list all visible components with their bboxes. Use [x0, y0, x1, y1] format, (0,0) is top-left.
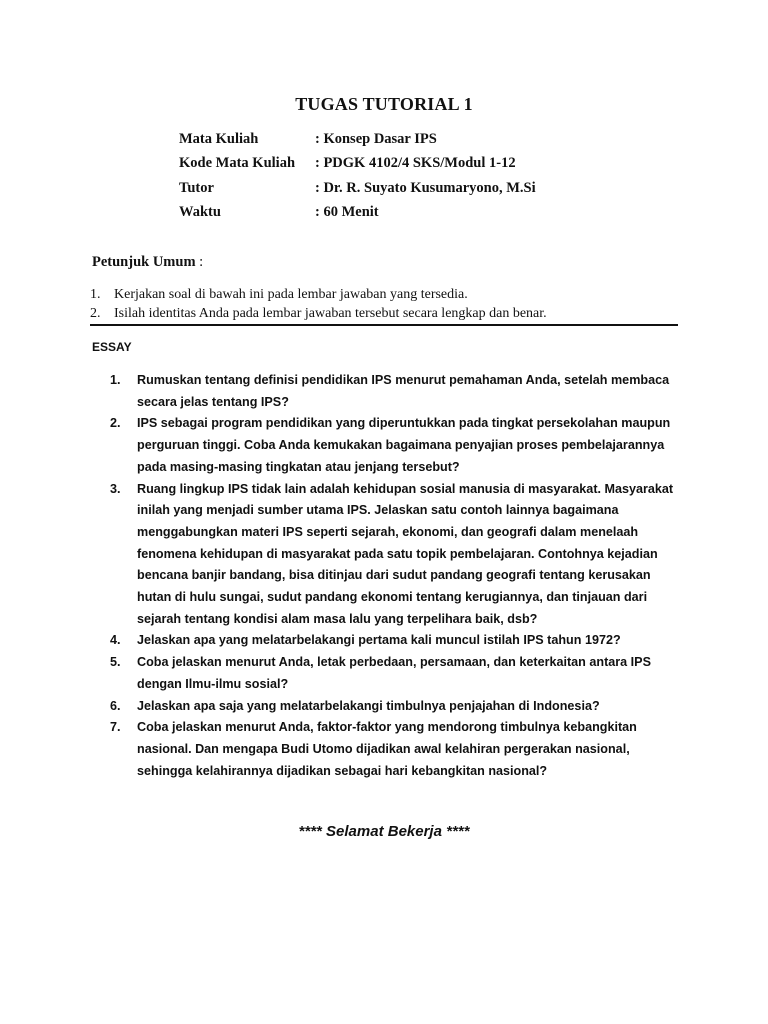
instruction-number: 1. [90, 286, 101, 302]
question-number: 3. [110, 481, 121, 496]
instructions-heading-text: Petunjuk Umum [92, 254, 196, 270]
essay-question [110, 652, 685, 695]
course-info-row [179, 127, 536, 152]
essay-question [110, 717, 685, 782]
question-number: 4. [110, 633, 121, 648]
instructions-heading [92, 254, 203, 271]
document-title: TUGAS TUTORIAL 1 [295, 94, 473, 114]
essay-heading: ESSAY [92, 340, 132, 354]
course-info-row [179, 201, 536, 226]
question-text: Ruang lingkup IPS tidak lain adalah kehidupan sosial manusia di masyarakat. Masyarakat inilah yang menjadi sumber utama IPS. Jelaskan satu contoh lainnya bagaimana menggabungkan materi IPS seperti sejarah, ekonomi, dan geografi dalam menelaah fenomena kehidupan di masyarakat pada satu topik pembelajaran. Contohnya kejadian bencana banjir bandang, bisa ditinjau dari sudut pandang geografi tentang kerusakan hutan di hulu sungai, sudut pandang ekonomi tentang kerugiannya, dan tinjauan dari sejarah tentang kondisi alam masa lalu yang terpelihara baik, dsb? [137, 481, 674, 626]
question-text: Jelaskan apa saja yang melatarbelakangi timbulnya penjajahan di Indonesia? [137, 698, 600, 713]
instructions-list [90, 285, 680, 323]
closing-message: **** Selamat Bekerja **** [298, 823, 470, 840]
course-info-label: Waktu [179, 204, 221, 221]
question-number: 7. [110, 720, 121, 735]
course-info-value: : 60 Menit [315, 204, 379, 221]
question-text: Jelaskan apa yang melatarbelakangi pertama kali muncul istilah IPS tahun 1972? [137, 633, 621, 648]
question-text: Coba jelaskan menurut Anda, faktor-faktor yang mendorong timbulnya kebangkitan nasional. Dan mengapa Budi Utomo dijadikan awal kelahiran pergerakan nasional, sehingga kelahirannya dijadikan sebagai hari kebangkitan nasional? [137, 720, 637, 778]
instruction-text: Kerjakan soal di bawah ini pada lembar jawaban yang tersedia. [114, 286, 468, 302]
question-number: 1. [110, 373, 121, 387]
course-info [179, 127, 536, 225]
course-info-value: : Dr. R. Suyato Kusumaryono, M.Si [315, 179, 536, 196]
essay-question [110, 413, 685, 478]
question-number: 6. [110, 698, 121, 713]
question-number: 2. [110, 416, 121, 431]
course-info-row [179, 152, 536, 177]
course-info-row [179, 176, 536, 201]
essay-question-list [110, 370, 685, 782]
question-number: 5. [110, 655, 121, 670]
instruction-item [90, 285, 680, 304]
instruction-item [90, 304, 680, 323]
question-text: IPS sebagai program pendidikan yang diperuntukkan pada tingkat persekolahan maupun perguruan tinggi. Coba Anda kemukakan bagaimana penyajian proses pembelajarannya pada masing-masing tingkatan atau jenjang tersebut? [137, 416, 671, 474]
course-info-label: Mata Kuliah [179, 130, 259, 147]
essay-question [110, 696, 685, 718]
question-text: Rumuskan tentang definisi pendidikan IPS menurut pemahaman Anda, setelah membaca secara jelas tentang IPS? [137, 373, 670, 409]
horizontal-divider [90, 324, 678, 326]
essay-question [110, 630, 685, 652]
essay-question [110, 370, 685, 413]
course-info-value: : Konsep Dasar IPS [315, 130, 437, 147]
essay-question [110, 479, 685, 631]
instruction-number: 2. [90, 305, 101, 321]
instructions-heading-colon: : [195, 254, 204, 270]
course-info-value: : PDGK 4102/4 SKS/Modul 1-12 [315, 155, 516, 172]
instruction-text: Isilah identitas Anda pada lembar jawaban tersebut secara lengkap dan benar. [114, 305, 547, 321]
question-text: Coba jelaskan menurut Anda, letak perbedaan, persamaan, dan keterkaitan antara IPS dengan Ilmu-ilmu sosial? [137, 655, 651, 691]
course-info-label: Kode Mata Kuliah [179, 155, 296, 172]
course-info-label: Tutor [179, 179, 214, 196]
